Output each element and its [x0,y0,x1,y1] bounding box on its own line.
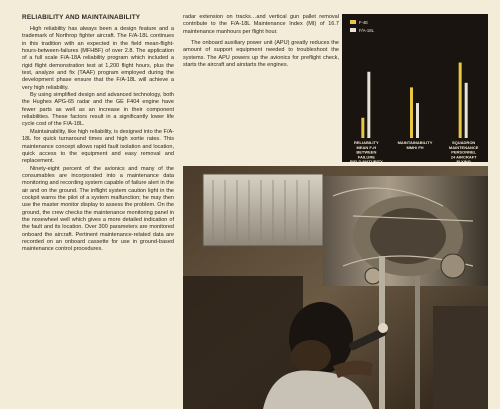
bar-1-0 [410,87,413,138]
group-label-2-0: SQUADRON [451,140,476,145]
middle-column [183,14,339,69]
bar-2-1 [465,83,468,138]
legend-swatch-1 [350,28,356,32]
group-label-0-4: FIELD MATURITY [349,159,383,165]
technician-photo [183,166,488,409]
bar-0-1 [367,72,370,138]
legend-label-1: F/A-18L [359,28,374,33]
paragraph-radar: radar extension on tracks…and vertical gun pallet removal contribute to the F/A-18L Maintenance Index (MI) of 16.7 maintenance manhours per flight hour. [183,14,339,35]
technician-inspecting-engine-photo [183,166,488,409]
group-label-1-0: MAINTAINABILITY [397,140,433,145]
group-label-0-0: RELIABILITY [353,140,379,145]
legend-label-0: F-4E [359,20,369,25]
paragraph-monitoring: Ninety-eight percent of the avionics and many of the consumables are incorporated into a maintenance data monitoring and recording system capable of failure alert in the air and on the ground. The inflight system caution light in the cockpit warns the pilot of a system malfunction; he may then use the master monitor display to assess the problem. On the ground, the crew checks the maintenance monitoring panel in the nosewheel well which gives a more detailed indication of the fault and its location. Over 300 parameters are monitored onboard the aircraft. Pertinent maintenance-related data are recorded on an onboard cassette for use in ground-based maintenance control procedures. [22,165,174,253]
section-heading: RELIABILITY AND MAINTAINABILITY [22,14,141,21]
paragraph-apu: The onboard auxiliary power unit (APU) greatly reduces the amount of support equipment needed to troubleshoot the systems. The APU powers up the avionics for preflight check, starts the aircraft and airstarts the engines. [183,40,339,69]
paragraph-maintainability: Maintainability, like high reliability, is designed into the F/A-18L for quick turnaround times and high sortie rates. This maintenance concept allows rapid fault isolation and location, quick access to the equipment and easy removal and replacement. [22,128,174,165]
chart-svg [342,14,488,165]
paragraph-design: By using simplified design and advanced technology, both the Hughes APG-65 radar and the GE F404 engine have fewer parts as well as an increase in their component reliabilities. These factors result in a significantly lower life cycle cost of the F/A-18L. [22,92,174,128]
group-label-2-2: PERSONNEL [451,149,477,155]
left-column [22,14,174,254]
group-label-2-3: 24 AIRCRAFT [450,154,477,160]
group-label-2-1: MAINTENANCE [448,144,479,150]
comparison-chart [342,14,488,165]
bar-2-0 [459,63,462,138]
bar-1-1 [416,103,419,138]
group-label-0-1: MEAN F-H [356,144,377,150]
group-label-1-1: MMH/ FH [406,144,424,150]
group-label-0-2: BETWEEN [356,149,377,155]
legend-swatch-0 [350,20,356,24]
group-label-0-3: FAILURE [357,154,375,160]
group-label-2-4: FLYING [456,159,471,165]
bar-0-0 [361,118,364,138]
paragraph-reliability: High reliability has always been a design feature and a trademark of Northrop fighter aircraft. The F/A-18L continues in this tradition with an expected in the field mean-flight-hours-between-failures (MFHBF) of over 2.8. The application of a full scale F/A-18A reliability program which included a rigid flight demonstration test at 1,200 flight hours, plus the test, analyze and fix (TAAF) program employed during the development phase ensure that the F/A-18L will achieve a very high reliability. [22,26,174,91]
